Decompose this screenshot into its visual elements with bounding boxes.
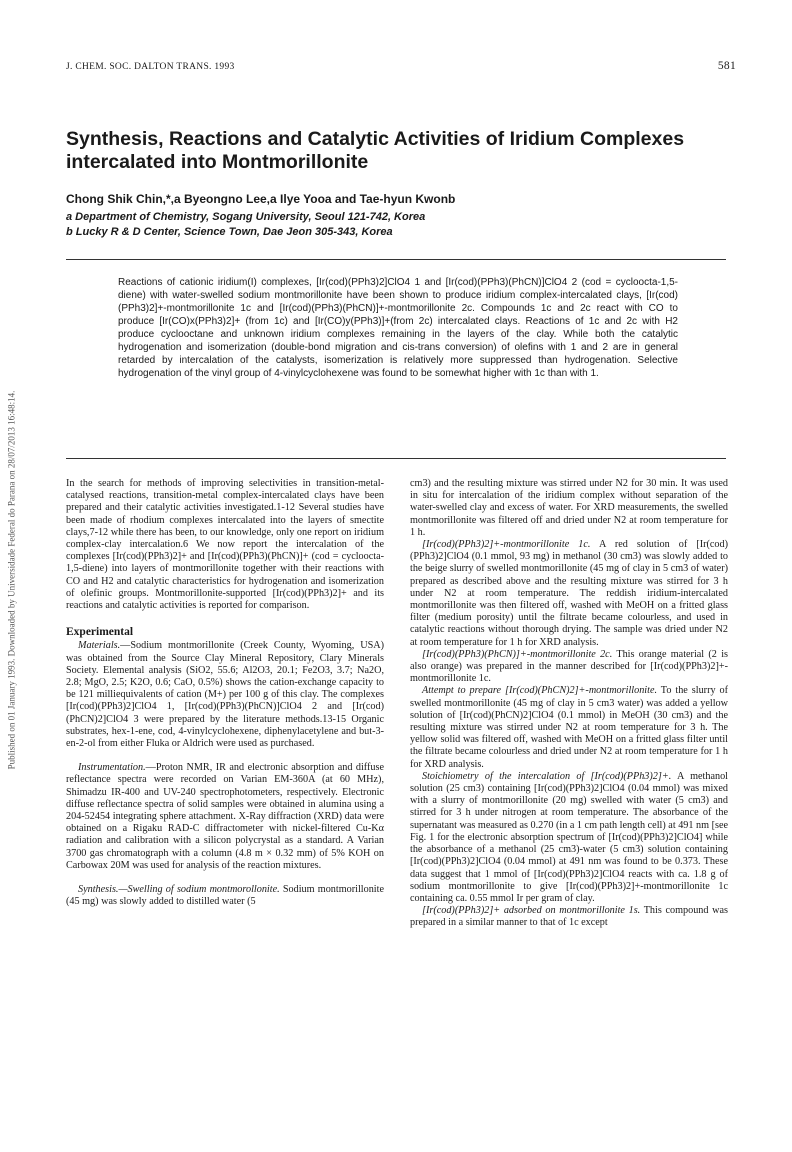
running-head (66, 62, 736, 76)
prep-1c-paragraph (410, 539, 728, 649)
synthesis-text: Sodium montmorillonite (45 mg) was slowly added to distilled water (5 (66, 884, 384, 908)
adsorbed-paragraph (410, 905, 728, 929)
prep-1c-lead: [Ir(cod)(PPh3)2]+-montmorillonite 1c. (422, 539, 591, 551)
stoichiometry-text: A methanol solution (25 cm3) containing [Ir(cod)(PPh3)2]ClO4 (0.04 mmol) was mixed with a slurry of montmorillonite (20 mg) swelled with water (5 cm3) and stirred for 3 h under nitrogen at room temperature. The absorbance of the supernatant was measured as 0.270 (in a 1 cm path length cell) at 491 nm [see Fig. 1 for the electronic absorption spectrum of [Ir(cod)(PPh3)2]ClO4] while the absorbance of a methanol (25 cm3)-water (5 cm3) solution containing [Ir(cod)(PPh3)2]ClO4 (0.04 mmol) at 491 nm was found to be 0.373. These data suggest that 1 mmol of [Ir(cod)(PPh3)2]ClO4 reacts with ca. 1.8 g of sodium montmorillonite to give [Ir(cod)(PPh3)2]+-montmorillonite 1c containing ca. 0.55 mmol Ir per gram of clay. (410, 770, 728, 904)
continued-paragraph: cm3) and the resulting mixture was stirred under N2 for 30 min. It was used in situ for intercalation of the iridium complex without separation of the water-swelled clay and excess of water. For XRD measurements, the swelled montmorillonite was filtered off and dried under N2 at room temperature for 1 h. (410, 478, 728, 538)
adsorbed-lead: [Ir(cod)(PPh3)2]+ adsorbed on montmorillonite 1s. (422, 905, 641, 917)
affiliation-a: a Department of Chemistry, Sogang University, Seoul 121-742, Korea (66, 211, 426, 223)
attempt-text: To the slurry of swelled montmorillonite (45 mg of clay in 5 cm3 water) was added a yellow solution of [Ir(cod)(PhCN)2]ClO4 (0.1 mmol) in MeOH (30 cm3) and the resulting mixture was stirred under N2 at room temperature for 3 h. The yellow solid was filtered off, washed with MeOH on a fritted glass filter until the filtrate became colourless and dried under N2 at room temperature for 1 h for XRD analysis. (410, 685, 728, 770)
top-rule (66, 259, 726, 260)
prep-2c-text: This orange material (2 is also orange) was prepared in the manner described for [Ir(cod)(PPh3)2]+-montmorillonite 1c. (410, 648, 728, 685)
synthesis-paragraph (66, 884, 384, 908)
attempt-paragraph (410, 685, 728, 770)
instrumentation-text: —Proton NMR, IR and electronic absorption and diffuse reflectance spectra were recorded on Varian EM-360A (at 60 MHz), Shimadzu IR-400 and UV-240 spectrophotometers, respectively. Electronic diffuse reflectance spectra of solid samples were obtained in alumina using a 204-52454 integrating sphere attachment. X-Ray diffraction (XRD) data were obtained on a Rigaku RAD-C diffractometer with nickel-filtered Cu-Kα radiation and calibration with a silicon polycrystal as a standard. A Varian 3700 gas chromatograph with a column (4.8 m × 0.32 mm) of 5% KOH on Carbowax 20M was used for analysis of the reaction mixtures. (66, 762, 384, 871)
stoichiometry-paragraph (410, 771, 728, 905)
experimental-heading: Experimental (66, 626, 134, 639)
prep-2c-paragraph (410, 649, 728, 686)
synthesis-lead: Synthesis.—Swelling of sodium montmorollonite. (78, 884, 280, 896)
bottom-rule (66, 458, 726, 459)
page-number: 581 (717, 60, 736, 72)
article-title: Synthesis, Reactions and Catalytic Activities of Iridium Complexes intercalated into Montmorillonite (66, 128, 685, 173)
attempt-lead: Attempt to prepare [Ir(cod)(PhCN)2]+-montmorillonite. (422, 685, 658, 697)
abstract: Reactions of cationic iridium(I) complexes, [Ir(cod)(PPh3)2]ClO4 1 and [Ir(cod)(PPh3)(PhCN)]ClO4 2 (cod = cycloocta-1,5-diene) with water-swelled sodium montmorillonite have been shown to produce iridium complex-intercalated clays, [Ir(cod)(PPh3)2]+-montmorillonite 1c and [Ir(cod)(PPh3)(PhCN)]+-montmorillonite 2c. Compounds 1c and 2c react with CO to produce [Ir(CO)x(PPh3)2]+ (from 1c) and [Ir(CO)y(PPh3)]+(from 2c) intercalated clays. Reactions of 1c and 2c with H2 produce cyclooctane and unknown iridium complexes remaining in the layers of the clay. While both the catalytic hydrogenation and isomerization (double-bond migration and cis-trans conversion) of olefins with 1 and 2 are in general retarded by intercalation of the catalysts, isomerization is relatively more suppressed than hydrogenation. Selective hydrogenation of the vinyl group of 4-vinylcyclohexene was found to be somewhat higher with 1c than with 1. (118, 277, 678, 379)
right-column (410, 478, 728, 930)
stoichiometry-lead: Stoichiometry of the intercalation of [Ir(cod)(PPh3)2]+. (422, 770, 672, 782)
journal-name: J. CHEM. SOC. DALTON TRANS. 1993 (66, 62, 235, 72)
download-stamp-text: Published on 01 January 1993. Downloaded by Universidade Federal do Parana on 28/07/2013 16:48:14. (6, 390, 17, 770)
intro-paragraph: In the search for methods of improving selectivities in transition-metal-catalysed reactions, transition-metal complex-intercalated clays have been prepared and their catalytic activities investigated.1-12 Several studies have been made of rhodium complexes intercalated into the layers of smectite clays,7-12 while there has been, to our knowledge, only one report on iridium complex-clay intercalation.6 We now report the intercalation of the complexes [Ir(cod)(PPh3)2]+ and [Ir(cod)(PPh3)(PhCN)]+ (cod = cycloocta-1,5-diene) into layers of montmorillonite together with their reactions with CO and H2 and catalytic characteristics for hydrogenation and isomerization of olefinic groups. Montmorillonite-supported [Ir(cod)(PPh3)2]+ and its reactions and catalytic activities is reported for comparison. (66, 478, 384, 612)
materials-lead: Materials. (78, 640, 121, 652)
affiliations (66, 210, 726, 240)
adsorbed-text: This compound was prepared in a similar manner to that of 1c except (410, 905, 729, 929)
affiliation-b: b Lucky R & D Center, Science Town, Dae Jeon 305-343, Korea (66, 226, 393, 238)
materials-text: —Sodium montmorillonite (Creek County, Wyoming, USA) was obtained from the Source Clay Mineral Repository, Clary Minerals Society. Elemental analysis (SiO2, 55.6; Al2O3, 20.1; Fe2O3, 3.7; Na2O, 2.8; MgO, 2.5; K2O, 0.6; CaO, 0.5%) shows the cation-exchange capacity to be 121 milliequivalents of cation (M+) per 100 g of this clay. The complexes [Ir(cod)(PPh3)2]ClO4 1, [Ir(cod)(PPh3)(PhCN)]ClO4 2 and [Ir(cod)(PhCN)2]ClO4 3 were prepared by the literature methods.13-15 Organic substrates, hex-1-ene, cod, 4-vinylcyclohexene, diphenylacetylene and but-3-en-2-ol from either Fluka or Aldrich were used as purchased. (66, 640, 384, 750)
instrumentation-paragraph (66, 762, 384, 872)
prep-2c-lead: [Ir(cod)(PPh3)(PhCN)]+-montmorillonite 2c. (422, 648, 613, 660)
download-stamp (3, 200, 19, 960)
left-column (66, 478, 384, 909)
author-list: Chong Shik Chin,*,a Byeongno Lee,a Ilye Yooa and Tae-hyun Kwonb (66, 192, 456, 206)
materials-paragraph (66, 640, 384, 750)
instrumentation-lead: Instrumentation. (78, 762, 146, 774)
prep-1c-text: A red solution of [Ir(cod)(PPh3)2]ClO4 (0.1 mmol, 93 mg) in methanol (30 cm3) was slowly added to the beige slurry of swelled montmorillonite (45 mg of clay in 5 cm3 of water) prepared as described above and the resulting mixture was stirred for 3 h under N2 at room temperature. The reddish iridium-intercalated montmorillonite was then filtered off, washed with MeOH on a fritted glass filter (medium porosity) until the filtrate became colourless, and used in catalytic reactions without thorough drying. The sample was dried under N2 at room temperature for 1 h for XRD analysis. (410, 539, 729, 648)
